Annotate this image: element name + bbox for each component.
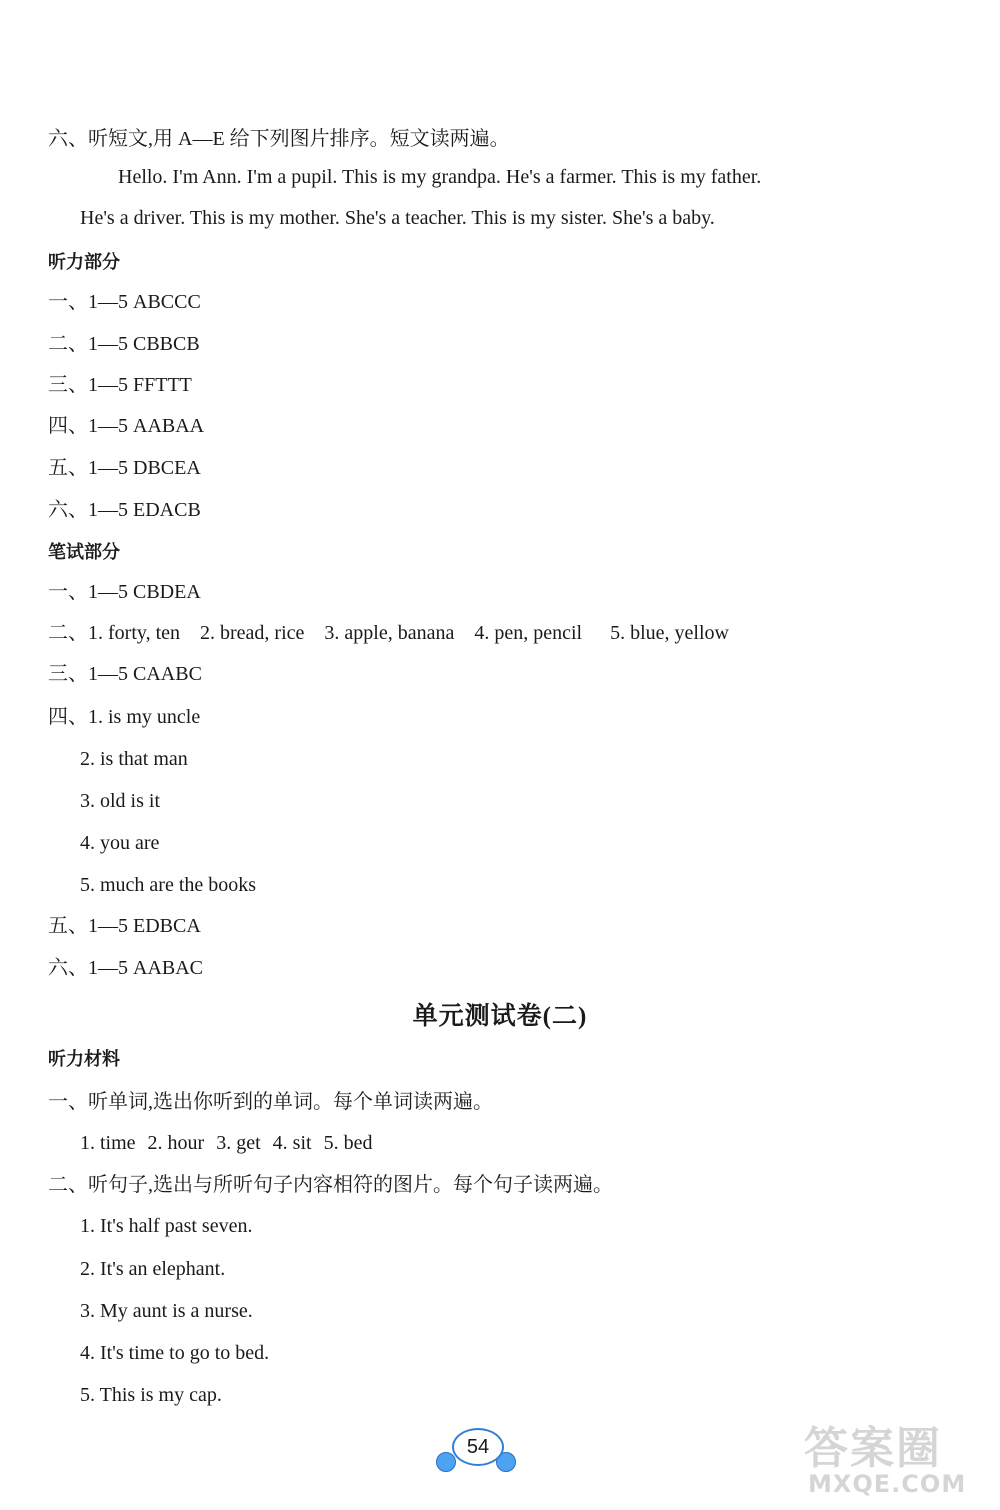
listening-answer-3: 三、1—5 FFTTT — [48, 374, 192, 396]
listening-answer-4: 四、1—5 AABAA — [48, 415, 205, 437]
materials-question-2: 二、听句子,选出与所听句子内容相符的图片。每个句子读两遍。 — [48, 1174, 613, 1196]
page-number-badge — [434, 1422, 518, 1476]
listening-materials-heading: 听力材料 — [48, 1049, 120, 1070]
written-answer-2 — [48, 620, 729, 646]
listening-answer-6: 六、1—5 EDACB — [48, 499, 201, 521]
listening-answer-2: 二、1—5 CBBCB — [48, 333, 200, 355]
written-answer-6: 六、1—5 AABAC — [48, 957, 204, 979]
written-answer-4-item: 5. much are the books — [80, 874, 257, 896]
written-answer-4: 四、1. is my uncle — [48, 706, 201, 728]
materials-question-1: 一、听单词,选出你听到的单词。每个单词读两遍。 — [48, 1091, 493, 1113]
word-item: 1. time — [80, 1132, 136, 1154]
page-number: 54 — [452, 1428, 504, 1466]
written-answer-4-item: 3. old is it — [80, 790, 161, 812]
written-answer-2-item: 4. pen, pencil — [474, 622, 583, 644]
unit-test-title: 单元测试卷(二) — [412, 1003, 588, 1030]
written-answer-2-item: 5. blue, yellow — [610, 622, 729, 644]
written-part-heading: 笔试部分 — [48, 542, 120, 563]
word-item: 2. hour — [147, 1132, 205, 1154]
written-answer-3: 三、1—5 CAABC — [48, 663, 202, 685]
section-6-heading: 六、听短文,用 A—E 给下列图片排序。短文读两遍。 — [48, 128, 510, 150]
written-answer-2-item: 1. forty, ten — [88, 622, 181, 644]
word-item: 4. sit — [272, 1132, 312, 1154]
written-answer-4-item: 4. you are — [80, 832, 160, 854]
watermark-logo — [798, 1412, 988, 1502]
written-answer-5: 五、1—5 EDBCA — [48, 915, 201, 937]
listening-answer-1: 一、1—5 ABCCC — [48, 291, 201, 313]
written-answer-4-item: 2. is that man — [80, 748, 188, 770]
passage-line-1: Hello. I'm Ann. I'm a pupil. This is my grandpa. He's a farmer. This is my father. — [118, 166, 762, 188]
written-answer-2-prefix: 二、 — [48, 622, 88, 644]
sentence-item: 5. This is my cap. — [80, 1384, 222, 1406]
word-item: 3. get — [216, 1132, 261, 1154]
sentence-item: 3. My aunt is a nurse. — [80, 1300, 253, 1322]
sentence-item: 2. It's an elephant. — [80, 1258, 226, 1280]
word-item: 5. bed — [323, 1132, 373, 1154]
watermark-text: 答案圈 — [804, 1423, 942, 1474]
written-answer-2-item: 3. apple, banana — [324, 622, 455, 644]
watermark-url: MXQE.COM — [808, 1470, 967, 1498]
materials-question-1-words — [80, 1130, 372, 1156]
listening-part-heading: 听力部分 — [48, 252, 120, 273]
passage-line-2: He's a driver. This is my mother. She's a teacher. This is my sister. She's a baby. — [80, 207, 715, 229]
written-answer-1: 一、1—5 CBDEA — [48, 581, 201, 603]
sentence-item: 4. It's time to go to bed. — [80, 1342, 270, 1364]
listening-answer-5: 五、1—5 DBCEA — [48, 457, 201, 479]
written-answer-2-item: 2. bread, rice — [200, 622, 305, 644]
badge-bubble-icon — [436, 1452, 456, 1472]
sentence-item: 1. It's half past seven. — [80, 1215, 253, 1237]
